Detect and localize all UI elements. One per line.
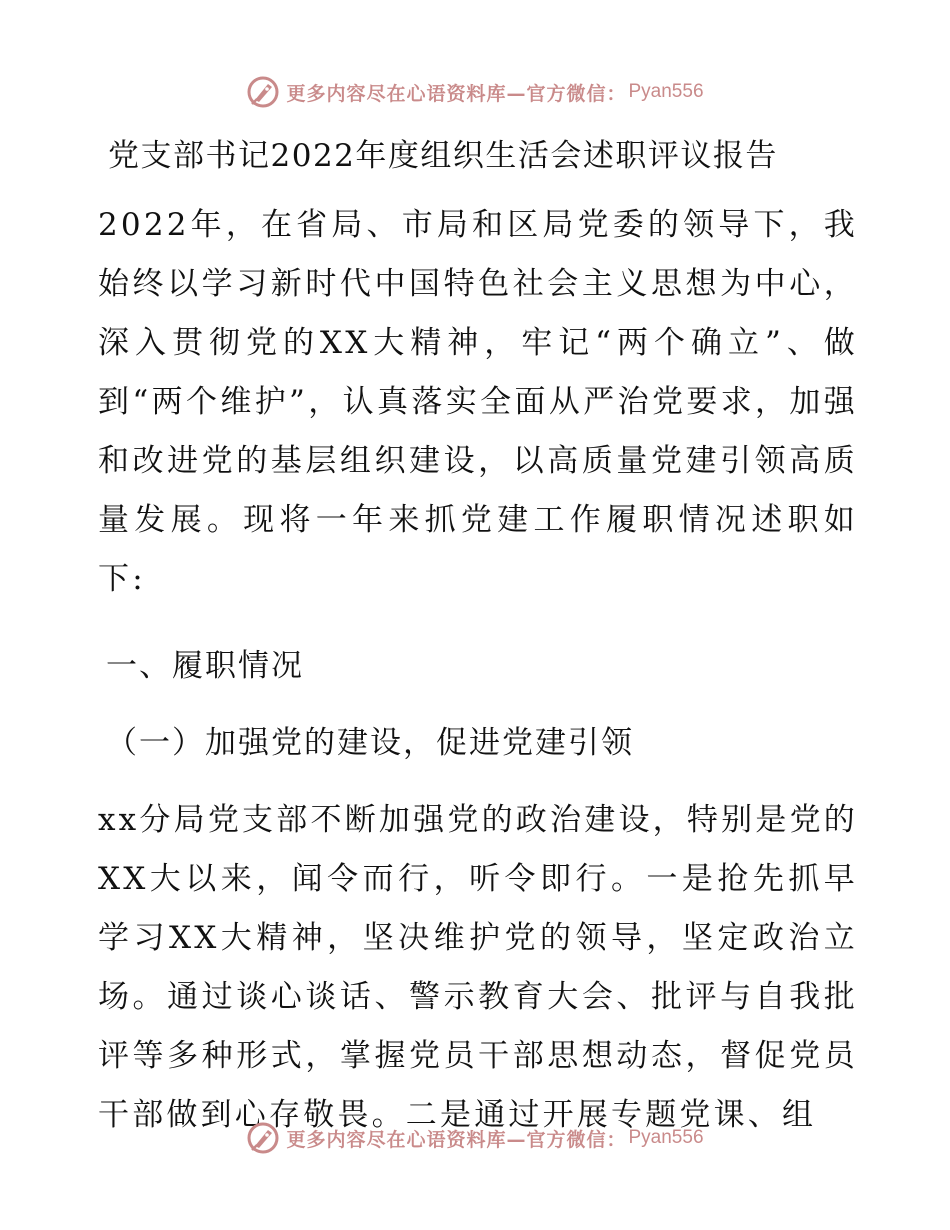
pen-nib-logo-icon [246,1121,280,1155]
watermark-slogan: 更多内容尽在心语资料库—官方微信： [286,82,627,105]
document-body [98,118,858,1145]
intro-paragraph: 2022年，在省局、市局和区局党委的领导下，我始终以学习新时代中国特色社会主义思想为中心，深入贯彻党的XX大精神，牢记“两个确立”、做到“两个维护”，认真落实全面从严治党要求，加强和改进党的基层组织建设，以高质量党建引领高质量发展。现将一年来抓党建工作履职情况述职如下: [98,207,858,597]
watermark-account: Pyan556 [628,81,704,102]
watermark-slogan: 更多内容尽在心语资料库—官方微信： [286,1128,627,1151]
document-title: 党支部书记2022年度组织生活会述职评议报告 [108,138,778,174]
section-heading: 一、履职情况 [106,648,304,684]
body-paragraph: xx分局党支部不断加强党的政治建设，特别是党的XX大以来，闻令而行，听令即行。一是抢先抓早学习XX大精神，坚决维护党的领导，坚定政治立场。通过谈心谈话、警示教育大会、批评与自我批评等多种形式，掌握党员干部思想动态，督促党员干部做到心存敬畏。二是通过开展专题党课、组 [98,802,858,1133]
watermark-banner-top [0,72,950,112]
subsection-heading: （一）加强党的建设，促进党建引领 [106,725,634,761]
watermark-banner-bottom [0,1118,950,1158]
watermark-account: Pyan556 [628,1127,704,1148]
pen-nib-logo-icon [246,75,280,109]
